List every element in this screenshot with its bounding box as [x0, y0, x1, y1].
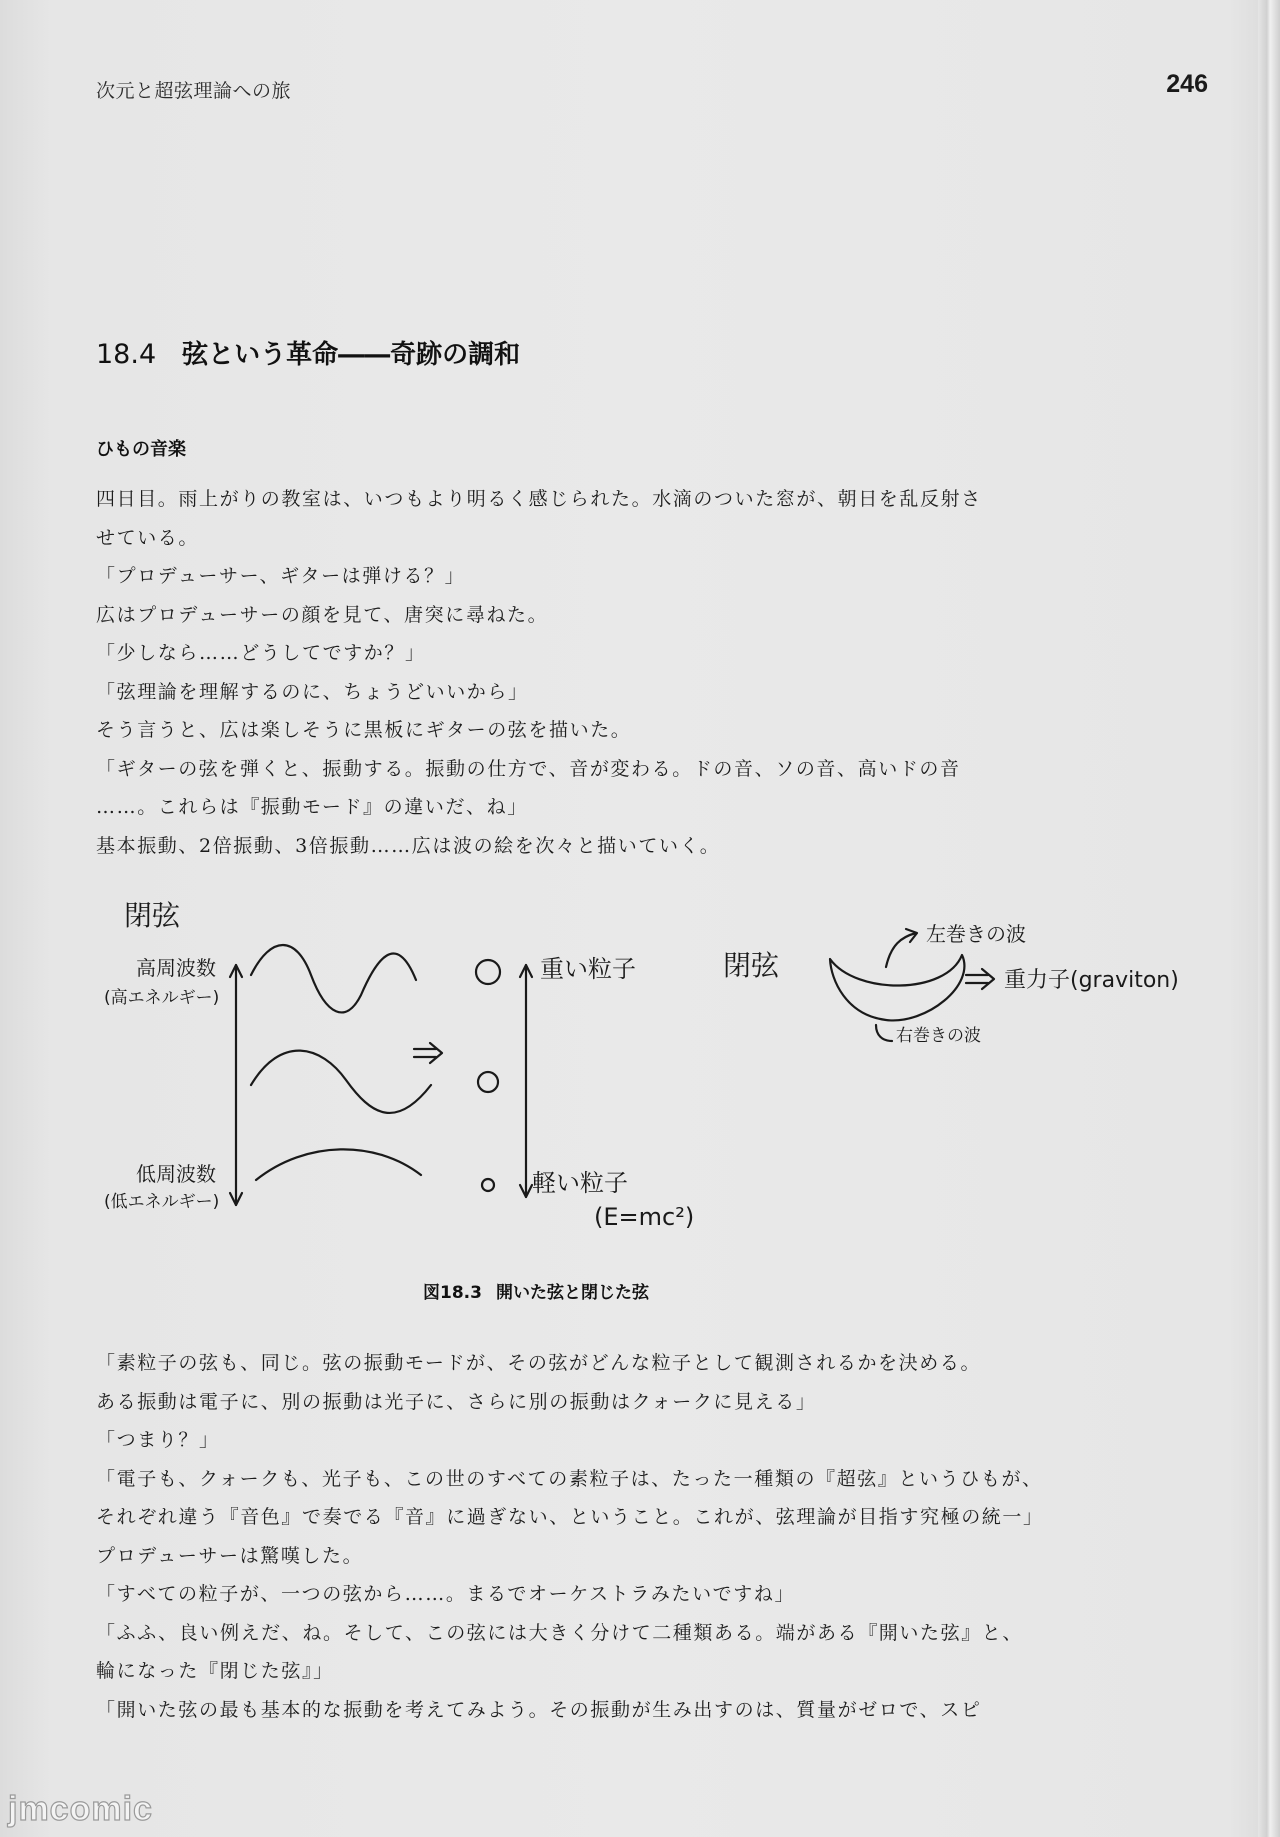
- subheading: ひもの音楽: [96, 439, 186, 460]
- body-text-block-2: [96, 1344, 1044, 1729]
- closed-string-loop: [830, 955, 964, 1020]
- section-title: 弦という革命――奇跡の調和: [182, 340, 521, 370]
- medium-particle-circle: [478, 1072, 498, 1092]
- right-wave-label: 右巻きの波: [896, 1026, 981, 1046]
- graviton-arrow: [966, 969, 994, 989]
- hand-drawn-diagram: [96, 885, 1206, 1255]
- paragraph-line: そう言うと、広は楽しそうに黒板にギターの弦を描いた。: [96, 719, 632, 741]
- section-number: 18.4: [96, 339, 157, 370]
- figure-18-3-sketch: [96, 885, 1206, 1255]
- paragraph-line: プロデューサーは驚嘆した。: [96, 1544, 364, 1567]
- paragraph-line: 「弦理論を理解するのに、ちょうどいいから」: [96, 680, 529, 703]
- high-frequency-wave: [251, 945, 416, 1012]
- emc2-label: (E=mc²): [594, 1203, 695, 1231]
- mid-frequency-wave: [251, 1051, 431, 1113]
- light-particle-circle: [482, 1179, 494, 1191]
- figure-caption-text: 開いた弦と閉じた弦: [495, 1283, 649, 1303]
- high-energy-label: (高エネルギー): [104, 988, 220, 1008]
- watermark-logo: [6, 1786, 206, 1830]
- watermark-text: jmcomic: [8, 1790, 153, 1828]
- low-frequency-wave: [256, 1149, 421, 1180]
- heavy-particle-label: 重い粒子: [540, 955, 636, 983]
- figure-caption-label: 図18.3: [423, 1283, 482, 1303]
- heavy-particle-circle: [476, 960, 500, 984]
- running-head: 次元と超弦理論への旅: [96, 80, 292, 102]
- paragraph-line: 「ふふ、良い例えだ、ね。そして、この弦には大きく分けて二種類ある。端がある『開いた弦』と、: [96, 1621, 1024, 1644]
- left-closed-string-label: 閉弦: [124, 899, 181, 932]
- paragraph-line: 「プロデューサー、ギターは弾ける？」: [96, 565, 466, 587]
- graviton-label: 重力子(graviton): [1004, 968, 1179, 993]
- paragraph-line: 「ギターの弦を弾くと、振動する。振動の仕方で、音が変わる。ドの音、ソの音、高いドの音: [96, 757, 961, 780]
- paragraph-line: 輪になった『閉じた弦』」: [96, 1660, 334, 1682]
- left-wave-label: 左巻きの波: [926, 922, 1026, 946]
- paragraph-line: 「電子も、クォークも、光子も、この世のすべての素粒子は、たった一種類の『超弦』というひもが、: [96, 1467, 1043, 1490]
- paragraph-line: それぞれ違う『音色』で奏でる『音』に過ぎない、ということ。これが、弦理論が目指す究極の統一」: [96, 1506, 1044, 1528]
- right-closed-string-label: 閉弦: [723, 949, 780, 982]
- paragraph-line: せている。: [96, 526, 200, 549]
- page-number: 246: [1166, 70, 1208, 98]
- low-frequency-label: 低周波数: [136, 1162, 216, 1186]
- paragraph-line: 「素粒子の弦も、同じ。弦の振動モードが、その弦がどんな粒子として観測されるかを決める。: [96, 1352, 982, 1374]
- paragraph-line: 「すべての粒子が、一つの弦から……。まるでオーケストラみたいですね」: [96, 1583, 796, 1605]
- paragraph-line: ある振動は電子に、別の振動は光子に、さらに別の振動はクォークに見える」: [96, 1390, 817, 1413]
- paragraph-line: 「少しなら……どうしてですか？」: [96, 642, 426, 664]
- figure-caption: [0, 1278, 1072, 1303]
- page-edge-shadow: [1258, 0, 1280, 1837]
- implies-arrow: [414, 1043, 442, 1063]
- right-wave-arrow: [876, 1025, 892, 1041]
- paragraph-line: 四日目。雨上がりの教室は、いつもより明るく感じられた。水滴のついた窓が、朝日を乱反射さ: [96, 488, 982, 510]
- high-frequency-label: 高周波数: [136, 956, 216, 980]
- section-heading: [96, 334, 520, 371]
- left-wave-arrow: [886, 933, 916, 967]
- paragraph-line: 基本振動、2倍振動、3倍振動……広は波の絵を次々と描いていく。: [96, 834, 721, 857]
- paragraph-line: 「開いた弦の最も基本的な振動を考えてみよう。その振動が生み出すのは、質量がゼロで、スピ: [96, 1698, 982, 1721]
- paragraph-line: ……。これらは『振動モード』の違いだ、ね」: [96, 796, 528, 818]
- light-particle-label: 軽い粒子: [532, 1169, 628, 1197]
- paragraph-line: 「つまり？」: [96, 1429, 220, 1451]
- paragraph-line: 広はプロデューサーの顔を見て、唐突に尋ねた。: [96, 603, 549, 626]
- body-text-block-1: [96, 480, 1026, 865]
- low-energy-label: (低エネルギー): [104, 1192, 220, 1212]
